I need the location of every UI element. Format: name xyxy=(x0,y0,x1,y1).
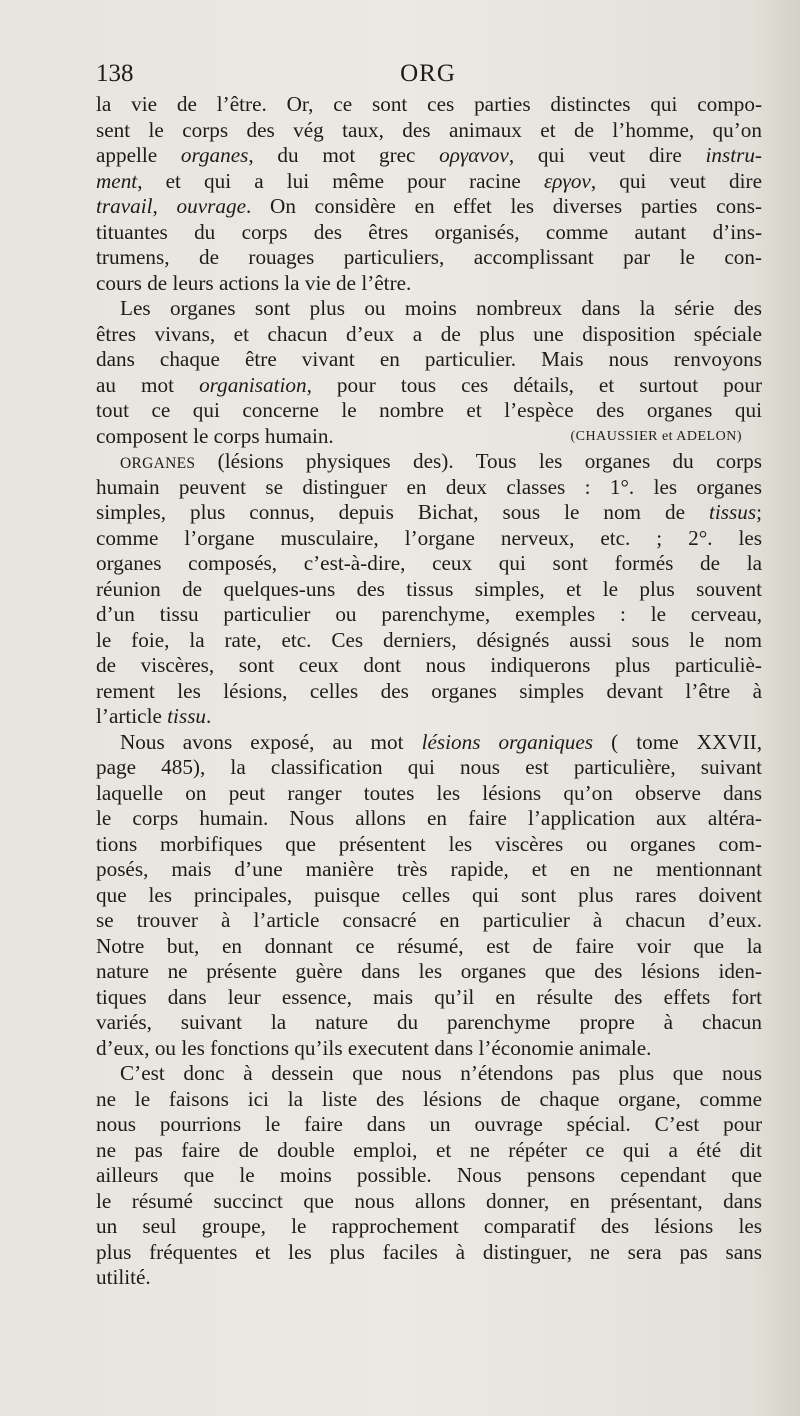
text-line: nature ne présente guère dans les organes que des lésions iden- xyxy=(96,959,762,983)
text-line: le résumé succinct que nous allons donner, en présentant, dans xyxy=(96,1188,762,1213)
entry-heading: ORGANES xyxy=(120,455,196,472)
text-line: comme l’organe musculaire, l’organe nerveux, etc. ; 2°. les xyxy=(96,525,762,550)
text-line: posés, mais d’une manière très rapide, et en ne mentionnant xyxy=(96,857,762,881)
text-line: page 485), la classification qui nous est particulière, suivant xyxy=(96,755,762,779)
author-signature: (CHAUSSIER et ADELON) xyxy=(570,428,742,444)
text-line: dans chaque être vivant en particulier. Mais nous renvoyons xyxy=(96,347,762,371)
page-number: 138 xyxy=(96,60,134,87)
text-line: Nous avons exposé, au mot lésions organiques ( tome XXVII, xyxy=(120,729,762,754)
text-line: de viscères, sont ceux dont nous indiquerons plus particuliè- xyxy=(96,653,762,677)
text-line: simples, plus connus, depuis Bichat, sous le nom de tissus; xyxy=(96,500,762,524)
text-line: utilité. xyxy=(96,1265,151,1289)
text-line: variés, suivant la nature du parenchyme propre à chacun xyxy=(96,1010,762,1034)
text-line: êtres vivans, et chacun d’eux a de plus une disposition spéciale xyxy=(96,321,762,346)
running-title: ORG xyxy=(400,60,456,87)
text-line: la vie de l’être. Or, ce sont ces parties distinctes qui compo- xyxy=(96,92,762,116)
text-line: ORGANES (lésions physiques des). Tous les organes du corps xyxy=(120,449,762,473)
text-line: laquelle on peut ranger toutes les lésions qu’on observe dans xyxy=(96,780,762,805)
text-line: un seul groupe, le rapprochement comparatif des lésions les xyxy=(96,1214,762,1238)
text-line: Notre but, en donnant ce résumé, est de faire voir que la xyxy=(96,933,762,958)
text-line: appelle organes, du mot grec οργανον, qui veut dire instru- xyxy=(96,143,762,167)
text-line: le corps humain. Nous allons en faire l’application aux altéra- xyxy=(96,806,762,830)
text-line: organes composés, c’est-à-dire, ceux qui sont formés de la xyxy=(96,551,762,575)
text-line: tituantes du corps des êtres organisés, comme autant d’ins- xyxy=(96,219,762,244)
text-line: tiques dans leur essence, mais qu’il en résulte des effets fort xyxy=(96,984,762,1009)
text-line: C’est donc à dessein que nous n’étendons pas plus que nous xyxy=(120,1061,762,1085)
text-line: travail, ouvrage. On considère en effet les diverses parties cons- xyxy=(96,194,762,218)
text-line: sent le corps des vég taux, des animaux et de l’homme, qu’on xyxy=(96,117,762,142)
page-body xyxy=(96,92,762,1291)
text-line: d’eux, ou les fonctions qu’ils executent dans l’économie animale. xyxy=(96,1035,652,1060)
text-line: cours de leurs actions la vie de l’être. xyxy=(96,270,412,295)
text-line: trumens, de rouages particuliers, accomplissant par le con- xyxy=(96,245,762,269)
text-line: d’un tissu particulier ou parenchyme, exemples : le cerveau, xyxy=(96,602,762,626)
text-line: que les principales, puisque celles qui sont plus rares doivent xyxy=(96,882,762,907)
text-line: Les organes sont plus ou moins nombreux dans la série des xyxy=(120,296,762,320)
text-line: composent le corps humain. (CHAUSSIER et ADELON) xyxy=(96,423,742,448)
text-line: tions morbifiques que présentent les viscères ou organes com- xyxy=(96,831,762,856)
page-header xyxy=(96,58,760,92)
text-line: ne pas faire de double emploi, et ne répéter ce qui a été dit xyxy=(96,1137,762,1162)
text-line: plus fréquentes et les plus faciles à distinguer, ne sera pas sans xyxy=(96,1239,762,1264)
text-line: ailleurs que le moins possible. Nous pensons cependant que xyxy=(96,1163,762,1187)
text-line: au mot organisation, pour tous ces détails, et surtout pour xyxy=(96,372,763,397)
text-line: humain peuvent se distinguer en deux classes : 1°. les organes xyxy=(96,474,762,499)
text-line: ment, et qui a lui même pour racine εργον, qui veut dire xyxy=(96,168,762,193)
text-line: le foie, la rate, etc. Ces derniers, désignés aussi sous le nom xyxy=(96,627,762,652)
text-line: tout ce qui concerne le nombre et l’espèce des organes qui xyxy=(96,398,762,422)
text-line: réunion de quelques-uns des tissus simples, et le plus souvent xyxy=(96,576,762,601)
text-line: se trouver à l’article consacré en particulier à chacun d’eux. xyxy=(96,908,762,932)
text-line: rement les lésions, celles des organes simples devant l’être à xyxy=(96,678,762,703)
text-line: nous pourrions le faire dans un ouvrage spécial. C’est pour xyxy=(96,1112,762,1136)
text-line: l’article tissu. xyxy=(96,704,212,728)
text-line: ne le faisons ici la liste des lésions de chaque organe, comme xyxy=(96,1086,762,1111)
